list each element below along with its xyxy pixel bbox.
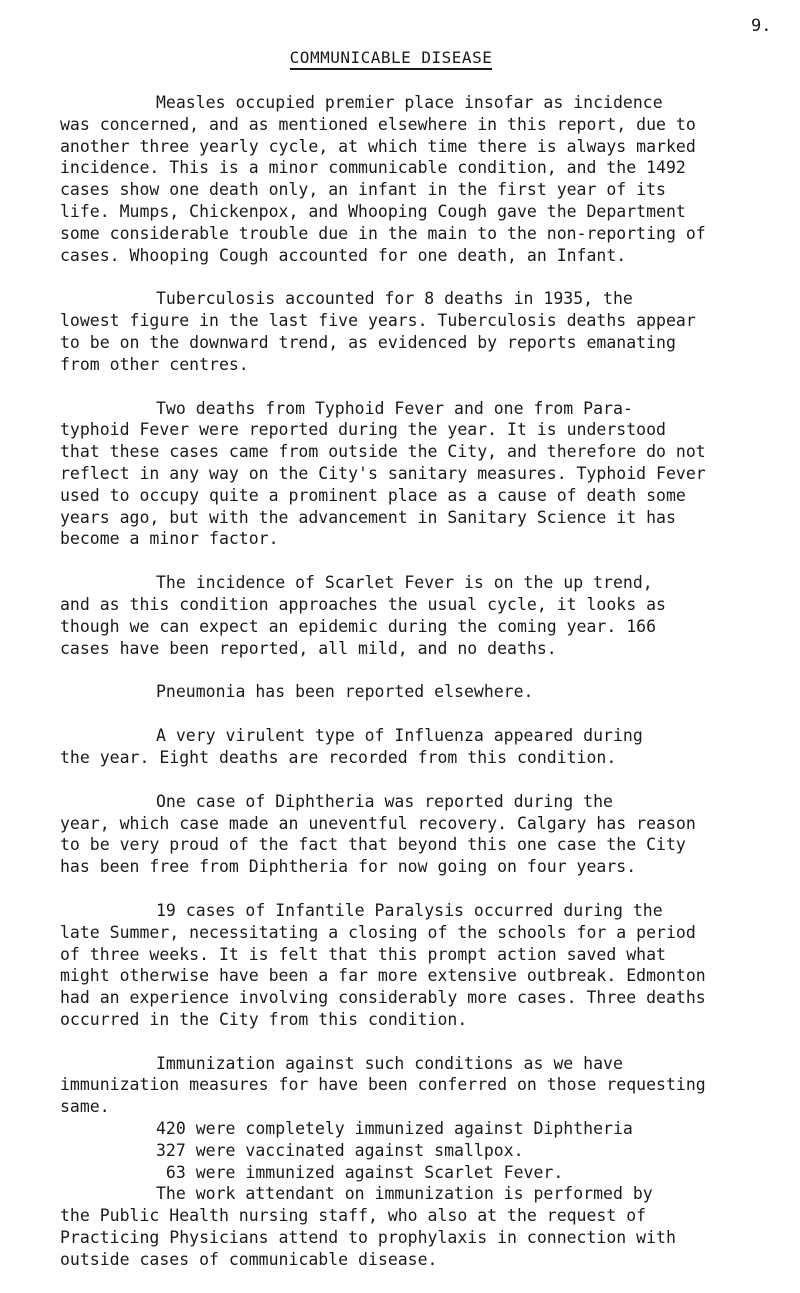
paragraph <box>60 92 782 266</box>
paragraph-line: The incidence of Scarlet Fever is on the up trend, <box>156 573 653 593</box>
paragraph-line: another three yearly cycle, at which time there is always marked <box>60 136 696 156</box>
paragraph-line: late Summer, necessitating a closing of the schools for a period <box>60 922 696 942</box>
paragraph-line: One case of Diphtheria was reported during the <box>156 791 613 811</box>
paragraph-line: cases show one death only, an infant in the first year of its <box>60 180 666 200</box>
paragraph-line: typhoid Fever were reported during the year. It is understood <box>60 420 666 440</box>
page-title <box>0 48 800 67</box>
paragraph <box>60 681 782 703</box>
paragraph-line: might otherwise have been a far more extensive outbreak. Edmonton <box>60 966 706 986</box>
paragraph-line: years ago, but with the advancement in Sanitary Science it has <box>60 507 676 527</box>
paragraph-line: become a minor factor. <box>60 529 279 549</box>
paragraph-line: Practicing Physicians attend to prophylaxis in connection with <box>60 1228 676 1248</box>
paragraph-line: life. Mumps, Chickenpox, and Whooping Cough gave the Department <box>60 201 686 221</box>
immunization-list <box>60 1118 782 1183</box>
paragraph-line: occurred in the City from this condition. <box>60 1009 468 1029</box>
document-body <box>60 92 782 1293</box>
immunization-list-item: 327 were vaccinated against smallpox. <box>156 1140 524 1160</box>
paragraph-line: reflect in any way on the City's sanitary measures. Typhoid Fever <box>60 463 706 483</box>
paragraph <box>60 288 782 375</box>
paragraph-line: to be on the downward trend, as evidenced by reports emanating <box>60 332 676 352</box>
immunization-list-item: 420 were completely immunized against Diphtheria <box>156 1119 633 1139</box>
paragraph <box>60 398 782 551</box>
paragraph-line: had an experience involving considerably more cases. Three deaths <box>60 988 706 1008</box>
paragraph-line: year, which case made an uneventful recovery. Calgary has reason <box>60 813 696 833</box>
paragraph-line: A very virulent type of Influenza appeared during <box>156 726 643 746</box>
paragraph-line: used to occupy quite a prominent place as a cause of death some <box>60 485 686 505</box>
paragraph <box>60 572 782 659</box>
paragraph-line: the year. Eight deaths are recorded from this condition. <box>60 747 617 767</box>
page-title-text: COMMUNICABLE DISEASE <box>290 48 493 70</box>
paragraph-line: the Public Health nursing staff, who also at the request of <box>60 1206 647 1226</box>
paragraph-line: The work attendant on immunization is performed by <box>156 1184 653 1204</box>
closing-paragraph <box>60 1183 782 1270</box>
paragraph-line: from other centres. <box>60 354 249 374</box>
paragraph-line: of three weeks. It is felt that this prompt action saved what <box>60 944 666 964</box>
paragraph-line: same. <box>60 1097 110 1117</box>
paragraph-line: cases have been reported, all mild, and no deaths. <box>60 638 557 658</box>
paragraph-line: has been free from Diphtheria for now going on four years. <box>60 857 637 877</box>
paragraph-line: though we can expect an epidemic during the coming year. 166 <box>60 616 657 636</box>
paragraph-line: 19 cases of Infantile Paralysis occurred during the <box>156 900 663 920</box>
paragraph-line: immunization measures for have been conferred on those requesting <box>60 1075 706 1095</box>
paragraph-line: that these cases came from outside the City, and therefore do not <box>60 442 706 462</box>
paragraph-line: Tuberculosis accounted for 8 deaths in 1935, the <box>156 289 633 309</box>
paragraph <box>60 791 782 878</box>
paragraph <box>60 725 782 769</box>
paragraph <box>60 900 782 1031</box>
paragraph-line: outside cases of communicable disease. <box>60 1249 438 1269</box>
paragraph-line: was concerned, and as mentioned elsewhere in this report, due to <box>60 114 696 134</box>
paragraph <box>60 1053 782 1118</box>
paragraph-line: Immunization against such conditions as we have <box>156 1053 623 1073</box>
paragraph-line: lowest figure in the last five years. Tuberculosis deaths appear <box>60 311 696 331</box>
paragraph-line: Pneumonia has been reported elsewhere. <box>156 682 534 702</box>
paragraph-line: incidence. This is a minor communicable condition, and the 1492 <box>60 158 686 178</box>
immunization-list-item: 63 were immunized against Scarlet Fever. <box>156 1162 564 1182</box>
paragraph-line: Measles occupied premier place insofar as incidence <box>156 93 663 112</box>
paragraph-line: some considerable trouble due in the main to the non-reporting of <box>60 223 706 243</box>
paragraph-line: to be very proud of the fact that beyond this one case the City <box>60 835 686 855</box>
page-number: 9. <box>751 16 772 36</box>
paragraph-line: Two deaths from Typhoid Fever and one from Para- <box>156 398 633 418</box>
paragraph-line: and as this condition approaches the usual cycle, it looks as <box>60 594 666 614</box>
paragraph-line: cases. Whooping Cough accounted for one death, an Infant. <box>60 245 627 265</box>
